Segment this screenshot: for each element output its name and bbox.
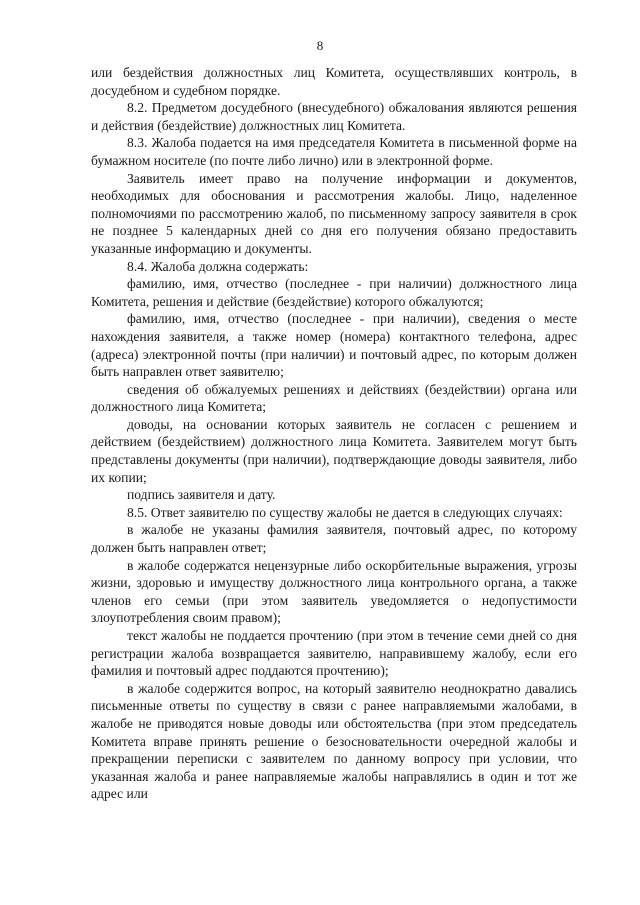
- list-item-arguments: доводы, на основании которых заявитель не согласен с решением и действием (бездействием) должностного лица Комитета. Заявителем могут быть представлены документы (при наличии), подтверждающие доводы заявителя, либо их копии;: [91, 416, 577, 485]
- paragraph-8-4: 8.4. Жалоба должна содержать:: [127, 258, 309, 274]
- paragraph-8-5: 8.5. Ответ заявителю по существу жалобы не дается в следующих случаях:: [127, 504, 563, 520]
- list-item-official-name: фамилию, имя, отчество (последнее - при наличии) должностного лица Комитета, решения и действие (бездействие) которого обжалуются;: [91, 276, 577, 309]
- list-item-signature-date: подпись заявителя и дату.: [127, 487, 276, 503]
- list-item-obscene-content: в жалобе содержатся нецензурные либо оскорбительные выражения, угрозы жизни, здоровью и имуществу должностного лица контрольного органа, а также членов его семьи (при этом заявитель уведомляется о недопустимости злоупотребления своим правом);: [91, 557, 577, 626]
- paragraph-applicant-rights: Заявитель имеет право на получение информации и документов, необходимых для обоснования и рассмотрения жалобы. Лицо, наделенное полномочиями по рассмотрению жалоб, по письменному запросу заявителя в срок не позднее 5 календарных дней со дня его получения обязано предоставить указанные информацию и документы.: [91, 170, 577, 256]
- paragraph-8-3: 8.3. Жалоба подается на имя председателя Комитета в письменной форме на бумажном носителе (по почте либо лично) или в электронной форме.: [91, 135, 577, 168]
- page-number: 8: [316, 38, 324, 53]
- paragraph-continuation: или бездействия должностных лиц Комитета, осуществлявших контроль, в досудебном и судебном порядке.: [91, 65, 577, 98]
- list-item-no-surname: в жалобе не указаны фамилия заявителя, почтовый адрес, по которому должен быть направлен ответ;: [91, 522, 577, 556]
- list-item-unreadable-text: текст жалобы не поддается прочтению (при этом в течение семи дней со дня регистрации жалоба возвращается заявителю, направившему жалобу, если его фамилия и почтовый адрес поддаются прочтению);: [91, 628, 577, 679]
- document-body: [91, 64, 577, 803]
- list-item-applicant-details: фамилию, имя, отчество (последнее - при наличии), сведения о месте нахождения заявителя, а также номер (номера) контактного телефона, адрес (адреса) электронной почты (при наличии) и почтовый адрес, по которым должен быть направлен ответ заявителю;: [91, 311, 577, 380]
- paragraph-8-2: 8.2. Предметом досудебного (внесудебного) обжалования являются решения и действия (бездействие) должностных лиц Комитета.: [91, 100, 577, 133]
- list-item-repeated-question: в жалобе содержится вопрос, на который заявителю неоднократно давались письменные ответы по существу в связи с ранее направляемыми жалобами, в жалобе не приводятся новые доводы или обстоятельства (при этом председатель Комитета вправе принять решение о безосновательности очередной жалобы и прекращении переписки с заявителем по данному вопросу при условии, что указанная жалоба и ранее направляемые жалобы направлялись в один и тот же адрес или: [91, 680, 577, 802]
- list-item-appealed-decisions: сведения об обжалуемых решениях и действиях (бездействии) органа или должностного лица Комитета;: [91, 381, 577, 415]
